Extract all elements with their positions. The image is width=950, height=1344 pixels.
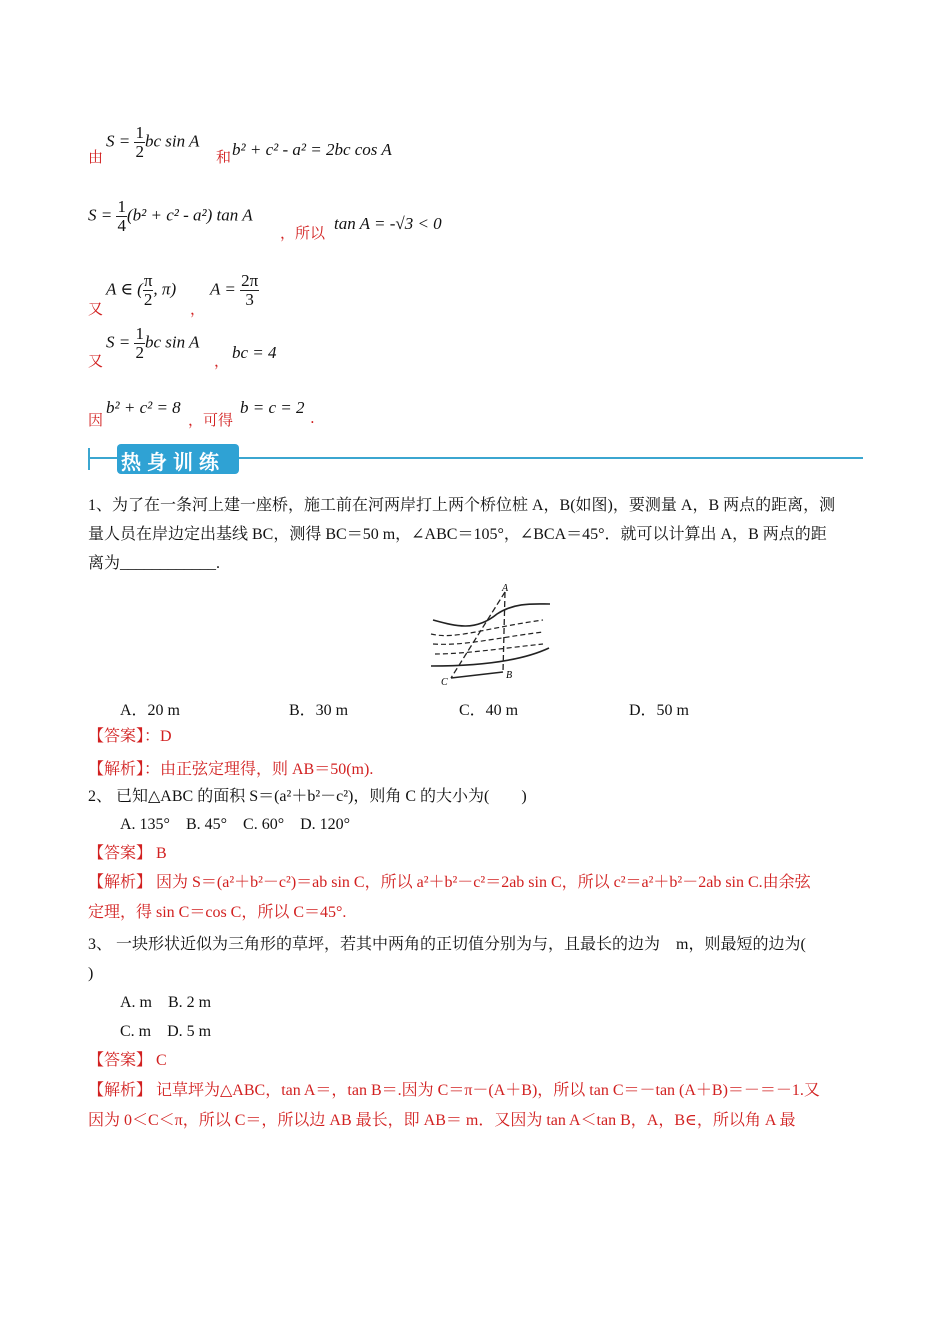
label-you2: 又 bbox=[88, 300, 104, 318]
label-point-a: A bbox=[502, 583, 509, 594]
label-and: 和 bbox=[216, 148, 232, 166]
formula-sum-squares: b² + c² = 8 bbox=[106, 398, 181, 417]
label-point-b: B bbox=[506, 670, 513, 681]
q3-line1: 3、 一块形状近似为三角形的草坪，若其中两角的正切值分别为与，且最长的边为 m，则最短的边为( bbox=[88, 936, 806, 953]
q3-options-row1: A. m B. 2 m bbox=[120, 994, 212, 1011]
frac-num: 1 bbox=[135, 123, 144, 142]
fraction-pi-half bbox=[143, 272, 154, 309]
q2-line1: 2、 已知△ABC 的面积 S＝(a²＋b²－c²)，则角 C 的大小为( ) bbox=[88, 788, 527, 805]
fraction-two-pi-third bbox=[240, 272, 259, 309]
formula-bc: bc = 4 bbox=[232, 343, 277, 362]
formula-range-left: A ∈ ( bbox=[106, 279, 143, 299]
river-dash-1 bbox=[431, 620, 543, 636]
label-you3: 又 bbox=[88, 352, 104, 370]
q1-option-a: A．20 m bbox=[120, 702, 181, 719]
section-title: 热身训练 bbox=[121, 450, 225, 474]
frac-den: 4 bbox=[117, 216, 126, 235]
label-period: . bbox=[310, 409, 315, 427]
formula-area-tan-lhs: S = bbox=[88, 205, 117, 225]
formula-b-equals-c: b = c = 2 bbox=[240, 398, 305, 417]
label-you: 由 bbox=[88, 148, 104, 166]
frac-den: 2 bbox=[135, 343, 144, 362]
label-point-c: C bbox=[441, 677, 448, 686]
q3-line2: ) bbox=[88, 965, 94, 982]
frac-den: 3 bbox=[245, 290, 254, 309]
frac-den: 2 bbox=[135, 142, 144, 161]
formula-area-2-rhs: bc sin A bbox=[144, 332, 200, 352]
q1-analysis: 【解析】：由正弦定理得，则 AB＝50(m). bbox=[88, 761, 374, 778]
q1-option-c: C．40 m bbox=[459, 702, 519, 719]
river-dash-2 bbox=[433, 632, 543, 644]
q3-analysis-line1: 【解析】 记草坪为△ABC，tan A＝，tan B＝.因为 C＝π－(A＋B)，所以 tan C＝－tan (A＋B)＝－＝－1.又 bbox=[88, 1082, 820, 1099]
formula-area-rhs: bc sin A bbox=[144, 131, 200, 151]
q1-line3: 离为____________. bbox=[88, 555, 221, 572]
formula-area-lhs: S = bbox=[106, 131, 135, 151]
river-bank-top bbox=[433, 604, 550, 626]
q3-answer: 【答案】 C bbox=[88, 1052, 167, 1069]
frac-num: 1 bbox=[135, 324, 144, 343]
q1-line1: 1、为了在一条河上建一座桥，施工前在河两岸打上两个桥位桩 A，B(如图)，要测量 A，B 两点的距离，测 bbox=[88, 497, 836, 514]
formula-area-tan-rhs: (b² + c² - a²) tan A bbox=[126, 205, 253, 225]
formula-area bbox=[106, 124, 199, 161]
q2-answer: 【答案】 B bbox=[88, 845, 167, 862]
q1-answer: 【答案】：D bbox=[88, 728, 172, 745]
fraction-half-2 bbox=[134, 325, 145, 362]
formula-area-tan bbox=[88, 198, 253, 235]
formula-a-lhs: A = bbox=[210, 279, 241, 299]
frac-num: π bbox=[143, 271, 153, 290]
formula-area-2 bbox=[106, 325, 199, 362]
q2-options: A. 135° B. 45° C. 60° D. 120° bbox=[120, 816, 351, 833]
section-divider-tick bbox=[88, 448, 90, 470]
formula-range-right: , π) bbox=[153, 279, 177, 299]
formula-cosine: b² + c² - a² = 2bc cos A bbox=[232, 140, 392, 159]
label-suoyi: ，所以 bbox=[280, 224, 326, 242]
formula-a-value bbox=[210, 272, 259, 309]
label-yin: 因 bbox=[88, 411, 104, 429]
line-bc bbox=[451, 672, 503, 678]
formula-range bbox=[106, 272, 176, 309]
q1-option-b: B．30 m bbox=[289, 702, 349, 719]
q2-analysis-line2: 定理，得 sin C＝cos C，所以 C＝45°. bbox=[88, 904, 347, 921]
river-figure bbox=[425, 582, 555, 686]
formula-area-2-lhs: S = bbox=[106, 332, 135, 352]
fraction-half bbox=[134, 124, 145, 161]
fraction-quarter bbox=[116, 198, 127, 235]
q1-option-d: D．50 m bbox=[629, 702, 690, 719]
label-comma2: ， bbox=[214, 352, 230, 370]
q3-options-row2: C. m D. 5 m bbox=[120, 1023, 212, 1040]
frac-den: 2 bbox=[143, 290, 153, 309]
formula-tan-a: tan A = -√3 < 0 bbox=[334, 214, 442, 233]
label-kede: ，可得 bbox=[188, 411, 234, 429]
q1-line2: 量人员在岸边定出基线 BC，测得 BC＝50 m，∠ABC＝105°，∠BCA＝45°．就可以计算出 A，B 两点的距 bbox=[88, 526, 827, 543]
river-bank-bottom bbox=[431, 648, 549, 666]
q2-analysis-line1: 【解析】 因为 S＝(a²＋b²－c²)＝ab sin C，所以 a²＋b²－c²＝2ab sin C，所以 c²＝a²＋b²－2ab sin C.由余弦 bbox=[88, 874, 811, 891]
frac-num: 2π bbox=[241, 271, 259, 290]
frac-num: 1 bbox=[117, 197, 126, 216]
river-dash-3 bbox=[435, 644, 543, 654]
q3-analysis-line2: 因为 0＜C＜π，所以 C＝，所以边 AB 最长，即 AB＝ m．又因为 tan A＜tan B，A，B∈，所以角 A 最 bbox=[88, 1112, 796, 1129]
label-comma: ， bbox=[190, 300, 206, 318]
